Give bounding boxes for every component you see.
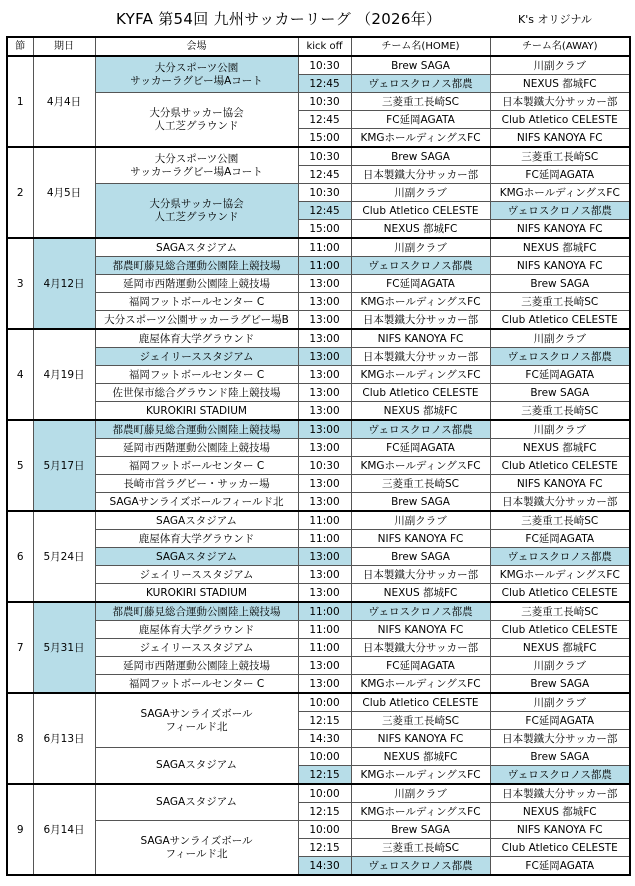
- venue-name: SAGAスタジアム: [95, 548, 298, 566]
- away-team: 三菱重工長崎SC: [490, 147, 630, 166]
- away-team: FC延岡AGATA: [490, 366, 630, 384]
- venue-name: 福岡フットボールセンター C: [95, 675, 298, 694]
- home-team: NIFS KANOYA FC: [351, 730, 490, 748]
- home-team: NEXUS 都城FC: [351, 402, 490, 421]
- kickoff-time: 14:30: [298, 857, 351, 876]
- venue-name: 長崎市営ラグビー・サッカー場: [95, 475, 298, 493]
- away-team: Club Atletico CELESTE: [490, 311, 630, 330]
- kickoff-time: 13:00: [298, 384, 351, 402]
- schedule-body: [7, 56, 630, 875]
- home-team: 川副クラブ: [351, 184, 490, 202]
- home-team: Club Atletico CELESTE: [351, 202, 490, 220]
- venue-name: ジェイリーススタジアム: [95, 639, 298, 657]
- match-date: 6月14日: [33, 784, 95, 875]
- venue-name: ジェイリーススタジアム: [95, 566, 298, 584]
- away-team: 川副クラブ: [490, 329, 630, 348]
- match-date: 4月5日: [33, 147, 95, 238]
- away-team: 三菱重工長崎SC: [490, 511, 630, 530]
- match-row: [7, 639, 630, 657]
- match-date: 6月13日: [33, 693, 95, 784]
- kickoff-time: 12:15: [298, 803, 351, 821]
- home-team: 川副クラブ: [351, 511, 490, 530]
- kickoff-time: 13:00: [298, 311, 351, 330]
- venue-name: 鹿屋体育大学グラウンド: [95, 530, 298, 548]
- venue-name: 延岡市西階運動公園陸上競技場: [95, 439, 298, 457]
- match-row: [7, 548, 630, 566]
- home-team: 川副クラブ: [351, 238, 490, 257]
- away-team: Club Atletico CELESTE: [490, 111, 630, 129]
- kickoff-time: 13:00: [298, 439, 351, 457]
- away-team: ヴェロスクロノス都農: [490, 202, 630, 220]
- match-row: [7, 675, 630, 694]
- away-team: NIFS KANOYA FC: [490, 257, 630, 275]
- away-team: 三菱重工長崎SC: [490, 602, 630, 621]
- home-team: KMGホールディングスFC: [351, 457, 490, 475]
- match-row: [7, 384, 630, 402]
- away-team: NEXUS 都城FC: [490, 75, 630, 93]
- round-number: 1: [7, 56, 33, 147]
- away-team: 三菱重工長崎SC: [490, 293, 630, 311]
- kickoff-time: 13:00: [298, 566, 351, 584]
- kickoff-time: 10:30: [298, 56, 351, 75]
- match-row: [7, 293, 630, 311]
- home-team: KMGホールディングスFC: [351, 675, 490, 694]
- away-team: NEXUS 都城FC: [490, 439, 630, 457]
- home-team: NEXUS 都城FC: [351, 220, 490, 239]
- home-team: FC延岡AGATA: [351, 111, 490, 129]
- round-number: 7: [7, 602, 33, 693]
- venue-name: SAGAサンライズボールフィールド北: [95, 493, 298, 512]
- away-team: Brew SAGA: [490, 384, 630, 402]
- match-row: [7, 184, 630, 202]
- match-date: 4月19日: [33, 329, 95, 420]
- home-team: Brew SAGA: [351, 147, 490, 166]
- kickoff-time: 10:30: [298, 184, 351, 202]
- match-row: [7, 602, 630, 621]
- match-date: 5月31日: [33, 602, 95, 693]
- round-number: 4: [7, 329, 33, 420]
- home-team: 日本製鐵大分サッカー部: [351, 566, 490, 584]
- match-date: 5月24日: [33, 511, 95, 602]
- away-team: NEXUS 都城FC: [490, 238, 630, 257]
- away-team: ヴェロスクロノス都農: [490, 548, 630, 566]
- kickoff-time: 11:00: [298, 621, 351, 639]
- match-row: [7, 693, 630, 712]
- venue-name: SAGAスタジアム: [95, 238, 298, 257]
- schedule-table: [6, 36, 631, 876]
- away-team: 川副クラブ: [490, 657, 630, 675]
- kickoff-time: 11:00: [298, 639, 351, 657]
- away-team: Club Atletico CELESTE: [490, 584, 630, 603]
- venue-name: 佐世保市総合グラウンド陸上競技場: [95, 384, 298, 402]
- home-team: 三菱重工長崎SC: [351, 475, 490, 493]
- kickoff-time: 10:30: [298, 457, 351, 475]
- venue-name: 福岡フットボールセンター C: [95, 293, 298, 311]
- home-team: 三菱重工長崎SC: [351, 712, 490, 730]
- home-team: ヴェロスクロノス都農: [351, 257, 490, 275]
- venue-name: 都農町藤見総合運動公園陸上競技場: [95, 420, 298, 439]
- match-row: [7, 657, 630, 675]
- header-row: [7, 37, 630, 56]
- kickoff-time: 11:00: [298, 530, 351, 548]
- away-team: Brew SAGA: [490, 275, 630, 293]
- home-team: Club Atletico CELESTE: [351, 693, 490, 712]
- col-header-venue: 会場: [95, 37, 298, 56]
- match-row: [7, 530, 630, 548]
- venue-name: 鹿屋体育大学グラウンド: [95, 329, 298, 348]
- page-title: KYFA 第54回 九州サッカーリーグ （2026年）: [116, 10, 442, 28]
- home-team: KMGホールディングスFC: [351, 803, 490, 821]
- away-team: 日本製鐵大分サッカー部: [490, 93, 630, 111]
- kickoff-time: 12:45: [298, 111, 351, 129]
- away-team: 日本製鐵大分サッカー部: [490, 784, 630, 803]
- venue-name: 福岡フットボールセンター C: [95, 366, 298, 384]
- home-team: 日本製鐵大分サッカー部: [351, 348, 490, 366]
- kickoff-time: 15:00: [298, 220, 351, 239]
- kickoff-time: 11:00: [298, 511, 351, 530]
- brand-label: K's オリジナル: [518, 13, 592, 26]
- venue-name: KUROKIRI STADIUM: [95, 584, 298, 603]
- match-row: [7, 366, 630, 384]
- away-team: ヴェロスクロノス都農: [490, 766, 630, 785]
- round-number: 9: [7, 784, 33, 875]
- away-team: NIFS KANOYA FC: [490, 475, 630, 493]
- round-number: 3: [7, 238, 33, 329]
- match-date: 4月4日: [33, 56, 95, 147]
- away-team: Brew SAGA: [490, 748, 630, 766]
- venue-name: 延岡市西階運動公園陸上競技場: [95, 275, 298, 293]
- home-team: ヴェロスクロノス都農: [351, 602, 490, 621]
- kickoff-time: 13:00: [298, 420, 351, 439]
- away-team: NIFS KANOYA FC: [490, 129, 630, 148]
- venue-name: 大分県サッカー協会 人工芝グラウンド: [95, 93, 298, 148]
- away-team: NIFS KANOYA FC: [490, 821, 630, 839]
- col-header-round: 節: [7, 37, 33, 56]
- home-team: NEXUS 都城FC: [351, 584, 490, 603]
- match-row: [7, 439, 630, 457]
- venue-name: ジェイリーススタジアム: [95, 348, 298, 366]
- venue-name: SAGAサンライズボール フィールド北: [95, 693, 298, 748]
- col-header-kickoff: kick off: [298, 37, 351, 56]
- col-header-date: 期日: [33, 37, 95, 56]
- home-team: 日本製鐵大分サッカー部: [351, 166, 490, 184]
- venue-name: SAGAサンライズボール フィールド北: [95, 821, 298, 876]
- match-date: 4月12日: [33, 238, 95, 329]
- home-team: 川副クラブ: [351, 784, 490, 803]
- home-team: ヴェロスクロノス都農: [351, 420, 490, 439]
- kickoff-time: 10:00: [298, 748, 351, 766]
- kickoff-time: 13:00: [298, 293, 351, 311]
- kickoff-time: 13:00: [298, 275, 351, 293]
- round-number: 5: [7, 420, 33, 511]
- home-team: ヴェロスクロノス都農: [351, 75, 490, 93]
- away-team: FC延岡AGATA: [490, 712, 630, 730]
- round-number: 2: [7, 147, 33, 238]
- kickoff-time: 12:15: [298, 766, 351, 785]
- kickoff-time: 10:00: [298, 693, 351, 712]
- away-team: Club Atletico CELESTE: [490, 839, 630, 857]
- kickoff-time: 15:00: [298, 129, 351, 148]
- match-row: [7, 311, 630, 330]
- kickoff-time: 13:00: [298, 657, 351, 675]
- kickoff-time: 13:00: [298, 366, 351, 384]
- kickoff-time: 11:00: [298, 602, 351, 621]
- match-row: [7, 511, 630, 530]
- kickoff-time: 13:00: [298, 329, 351, 348]
- away-team: 川副クラブ: [490, 420, 630, 439]
- away-team: 日本製鐵大分サッカー部: [490, 730, 630, 748]
- match-row: [7, 566, 630, 584]
- away-team: NEXUS 都城FC: [490, 639, 630, 657]
- match-row: [7, 93, 630, 111]
- kickoff-time: 13:00: [298, 584, 351, 603]
- away-team: NIFS KANOYA FC: [490, 220, 630, 239]
- round-number: 8: [7, 693, 33, 784]
- kickoff-time: 12:45: [298, 166, 351, 184]
- match-row: [7, 457, 630, 475]
- home-team: 日本製鐵大分サッカー部: [351, 311, 490, 330]
- venue-name: SAGAスタジアム: [95, 784, 298, 821]
- home-team: Brew SAGA: [351, 56, 490, 75]
- match-row: [7, 257, 630, 275]
- kickoff-time: 12:15: [298, 839, 351, 857]
- kickoff-time: 14:30: [298, 730, 351, 748]
- match-row: [7, 748, 630, 766]
- venue-name: 延岡市西階運動公園陸上競技場: [95, 657, 298, 675]
- away-team: 三菱重工長崎SC: [490, 402, 630, 421]
- kickoff-time: 12:45: [298, 75, 351, 93]
- home-team: Brew SAGA: [351, 548, 490, 566]
- kickoff-time: 13:00: [298, 402, 351, 421]
- kickoff-time: 11:00: [298, 257, 351, 275]
- kickoff-time: 12:45: [298, 202, 351, 220]
- kickoff-time: 10:00: [298, 784, 351, 803]
- venue-name: 大分県サッカー協会 人工芝グラウンド: [95, 184, 298, 239]
- kickoff-time: 13:00: [298, 475, 351, 493]
- away-team: 川副クラブ: [490, 693, 630, 712]
- home-team: FC延岡AGATA: [351, 657, 490, 675]
- away-team: 日本製鐵大分サッカー部: [490, 493, 630, 512]
- home-team: NIFS KANOYA FC: [351, 621, 490, 639]
- home-team: 三菱重工長崎SC: [351, 93, 490, 111]
- away-team: KMGホールディングスFC: [490, 566, 630, 584]
- home-team: Brew SAGA: [351, 493, 490, 512]
- away-team: Club Atletico CELESTE: [490, 457, 630, 475]
- away-team: 川副クラブ: [490, 56, 630, 75]
- venue-name: 都農町藤見総合運動公園陸上競技場: [95, 257, 298, 275]
- away-team: FC延岡AGATA: [490, 166, 630, 184]
- venue-name: 都農町藤見総合運動公園陸上競技場: [95, 602, 298, 621]
- kickoff-time: 13:00: [298, 548, 351, 566]
- venue-name: 鹿屋体育大学グラウンド: [95, 621, 298, 639]
- away-team: FC延岡AGATA: [490, 530, 630, 548]
- venue-name: KUROKIRI STADIUM: [95, 402, 298, 421]
- home-team: KMGホールディングスFC: [351, 293, 490, 311]
- home-team: NIFS KANOYA FC: [351, 329, 490, 348]
- venue-name: SAGAスタジアム: [95, 511, 298, 530]
- away-team: ヴェロスクロノス都農: [490, 348, 630, 366]
- venue-name: 大分スポーツ公園 サッカーラグビー場Aコート: [95, 56, 298, 93]
- round-number: 6: [7, 511, 33, 602]
- match-row: [7, 784, 630, 803]
- home-team: NIFS KANOYA FC: [351, 530, 490, 548]
- home-team: Brew SAGA: [351, 821, 490, 839]
- match-row: [7, 475, 630, 493]
- match-row: [7, 147, 630, 166]
- col-header-home: チーム名(HOME): [351, 37, 490, 56]
- kickoff-time: 12:15: [298, 712, 351, 730]
- home-team: FC延岡AGATA: [351, 439, 490, 457]
- kickoff-time: 10:30: [298, 93, 351, 111]
- match-row: [7, 584, 630, 603]
- match-row: [7, 238, 630, 257]
- match-row: [7, 493, 630, 512]
- home-team: KMGホールディングスFC: [351, 766, 490, 785]
- match-row: [7, 275, 630, 293]
- away-team: Club Atletico CELESTE: [490, 621, 630, 639]
- venue-name: SAGAスタジアム: [95, 748, 298, 785]
- venue-name: 福岡フットボールセンター C: [95, 457, 298, 475]
- match-row: [7, 348, 630, 366]
- page-header: [0, 0, 635, 36]
- home-team: 三菱重工長崎SC: [351, 839, 490, 857]
- away-team: NEXUS 都城FC: [490, 803, 630, 821]
- venue-name: 大分スポーツ公園サッカーラグビー場B: [95, 311, 298, 330]
- home-team: KMGホールディングスFC: [351, 129, 490, 148]
- home-team: ヴェロスクロノス都農: [351, 857, 490, 876]
- home-team: KMGホールディングスFC: [351, 366, 490, 384]
- home-team: 日本製鐵大分サッカー部: [351, 639, 490, 657]
- match-row: [7, 402, 630, 421]
- kickoff-time: 13:00: [298, 675, 351, 694]
- col-header-away: チーム名(AWAY): [490, 37, 630, 56]
- kickoff-time: 10:30: [298, 147, 351, 166]
- match-row: [7, 821, 630, 839]
- venue-name: 大分スポーツ公園 サッカーラグビー場Aコート: [95, 147, 298, 184]
- kickoff-time: 10:00: [298, 821, 351, 839]
- away-team: FC延岡AGATA: [490, 857, 630, 876]
- home-team: Club Atletico CELESTE: [351, 384, 490, 402]
- kickoff-time: 11:00: [298, 238, 351, 257]
- match-row: [7, 621, 630, 639]
- match-date: 5月17日: [33, 420, 95, 511]
- match-row: [7, 329, 630, 348]
- home-team: FC延岡AGATA: [351, 275, 490, 293]
- away-team: KMGホールディングスFC: [490, 184, 630, 202]
- match-row: [7, 56, 630, 75]
- away-team: Brew SAGA: [490, 675, 630, 694]
- home-team: NEXUS 都城FC: [351, 748, 490, 766]
- match-row: [7, 420, 630, 439]
- kickoff-time: 13:00: [298, 493, 351, 512]
- kickoff-time: 13:00: [298, 348, 351, 366]
